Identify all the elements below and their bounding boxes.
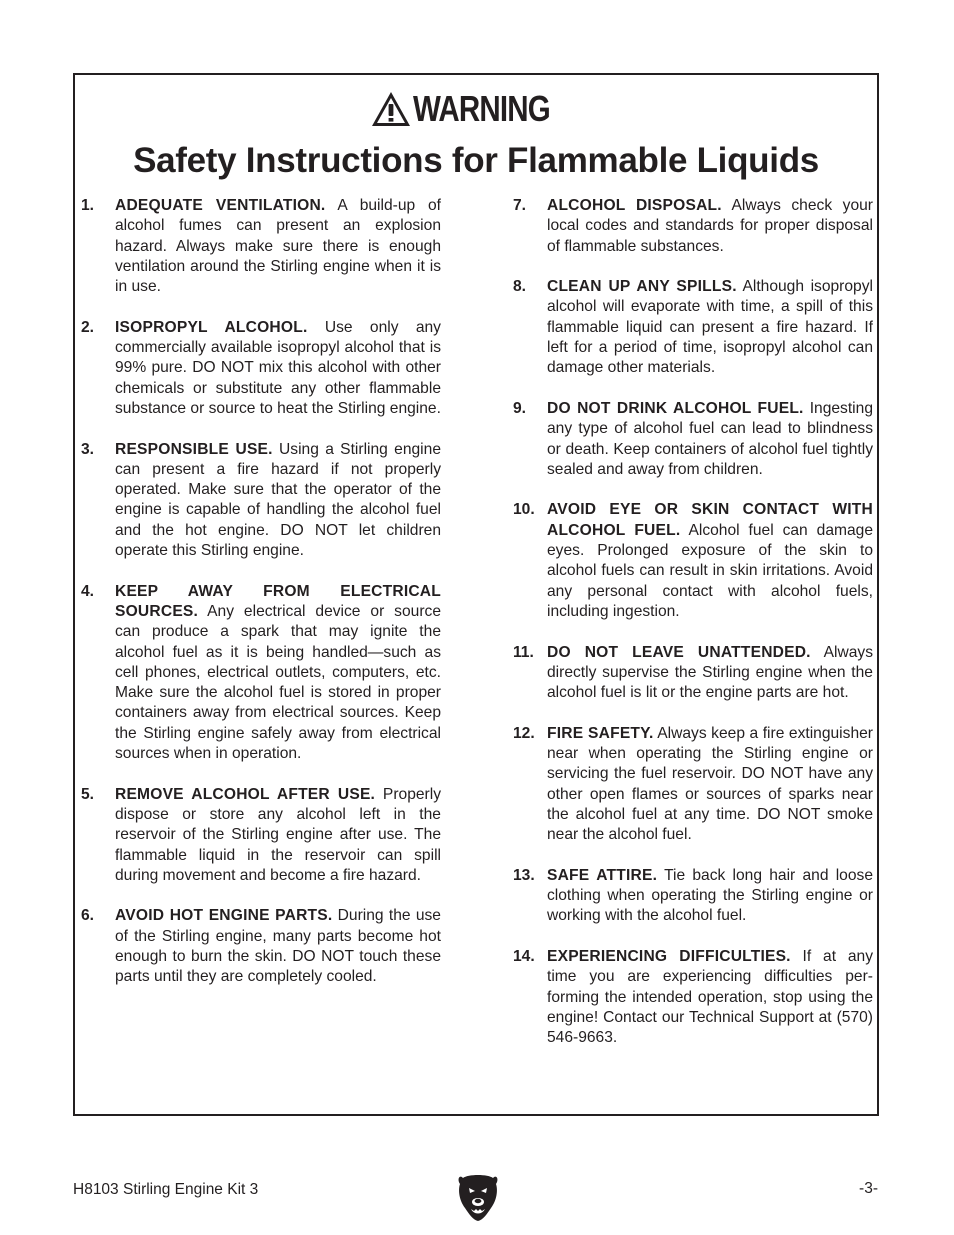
footer-product-name: H8103 Stirling Engine Kit 3 — [73, 1181, 259, 1198]
item-body — [115, 906, 441, 987]
item-body — [547, 196, 873, 257]
right-column — [513, 196, 873, 1069]
item-text: Always keep a fire extinguisher near when operating the Stirling engine or servicing the fuel reservoir. DO NOT have any other open flames or sources of sparks near the alcohol fuel at any time. DO NOT smoke near the alcohol fuel. — [547, 724, 873, 844]
item-text: Always directly supervise the Stirling engine when the alcohol fuel is lit or the engine parts are hot. — [547, 643, 873, 702]
warning-header — [75, 89, 877, 129]
warning-box — [73, 73, 879, 1116]
item-body — [115, 582, 441, 765]
item-heading: SAFE ATTIRE. — [547, 866, 658, 884]
item-number: 9. — [513, 399, 527, 417]
item-heading: DO NOT DRINK ALCOHOL FUEL. — [547, 399, 804, 417]
item-heading: ALCOHOL DISPOSAL. — [547, 197, 722, 214]
list-item — [81, 582, 441, 765]
list-item — [81, 785, 441, 886]
list-item — [513, 500, 873, 622]
item-text: If at any time you are experiencing difficulties performing the intended operation, stop using the engine! Contact our Technical Support at (570) 546-9663. — [547, 947, 873, 1047]
bear-logo-icon — [457, 1172, 499, 1222]
list-item — [513, 399, 873, 480]
item-body — [547, 866, 873, 927]
item-text: Use only any commercially available isopropyl alcohol that is 99% pure. DO NOT mix this alcohol with other chemicals or substitute any other flammable substance or source to heat the Stirling engine. — [115, 318, 441, 417]
item-body — [115, 196, 441, 297]
item-heading: REMOVE ALCOHOL AFTER USE. — [115, 785, 376, 803]
list-item — [81, 196, 441, 297]
item-heading: ADEQUATE VENTILATION. — [115, 197, 326, 214]
item-text: Although isopropyl alcohol will evaporate with time, a spill of this flammable liquid can present a fire hazard. If left for a period of time, isopropyl alcohol can damage other materials. — [547, 278, 873, 377]
item-text: Properly dispose or store any alcohol left in the reservoir of the Stirling engine after use. The flammable liquid in the reservoir can spill during movement and become a fire hazard. — [115, 785, 441, 884]
page-title: Safety Instructions for Flammable Liquids — [133, 141, 819, 180]
item-body — [115, 440, 441, 562]
item-number: 2. — [81, 318, 95, 336]
item-body — [547, 500, 873, 622]
item-number: 5. — [81, 785, 95, 803]
list-item — [81, 318, 441, 419]
item-heading: KEEP AWAY FROM ELECTRICAL SOURCES. — [115, 582, 441, 620]
item-body — [547, 947, 873, 1048]
warning-triangle-icon — [371, 91, 411, 127]
item-heading: FIRE SAFETY. — [547, 724, 654, 742]
item-text: Tie back long hair and loose clothing when operating the Stirling engine or working with the alcohol fuel. — [547, 866, 873, 925]
item-number: 12. — [513, 724, 535, 742]
item-heading: ISOPROPYL ALCOHOL. — [115, 318, 308, 336]
item-number: 4. — [81, 582, 95, 600]
list-item — [513, 866, 873, 927]
item-body — [547, 399, 873, 480]
warning-label: WARNING — [413, 88, 550, 129]
item-text: Alcohol fuel can damage eyes. Prolonged exposure of the skin to alcohol fuels can result in skin irritations. Avoid any personal contact with alcohol fuels, including ingestion. — [547, 521, 873, 620]
item-body — [547, 643, 873, 704]
item-heading: AVOID HOT ENGINE PARTS. — [115, 907, 333, 925]
item-heading: RESPONSIBLE USE. — [115, 440, 273, 458]
item-heading: DO NOT LEAVE UNATTENDED. — [547, 643, 811, 661]
list-item — [81, 440, 441, 562]
item-number: 11. — [513, 643, 534, 661]
item-text: A build-up of alcohol fumes can present an explosion hazard. Always make sure there is enough ventilation around the Stirling engine when it is in use. — [115, 197, 441, 296]
item-number: 1. — [81, 197, 95, 214]
list-item — [513, 277, 873, 378]
item-number: 14. — [513, 947, 535, 965]
list-item — [81, 906, 441, 987]
item-number: 8. — [513, 278, 527, 296]
list-item — [513, 947, 873, 1048]
left-column — [81, 196, 441, 1008]
item-text: Using a Stirling engine can present a fire hazard if not properly operated. Make sure that the operator of the engine is capable of handling the alcohol fuel and the hot engine. DO NOT let children operate this Stirling engine. — [115, 440, 441, 560]
item-heading: CLEAN UP ANY SPILLS. — [547, 278, 737, 296]
item-heading: EXPERIENCING DIFFICULTIES. — [547, 947, 791, 965]
item-number: 7. — [513, 197, 527, 214]
item-body — [547, 724, 873, 846]
list-item — [513, 196, 873, 257]
item-number: 10. — [513, 501, 535, 519]
item-body — [115, 785, 441, 886]
item-body — [547, 277, 873, 378]
item-number: 6. — [81, 907, 95, 925]
item-text: During the use of the Stirling engine, many parts become hot enough to burn the skin. DO NOT touch these parts until they are completely cooled. — [115, 907, 441, 986]
item-text: Any electrical device or source can produce a spark that may ignite the alcohol fuel as it is being handled—such as cell phones, electrical outlets, computers, etc. Make sure the alcohol fuel is stored in proper containers away from electrical sources. Keep the Stirling engine safely away from electrical sources when in operation. — [115, 602, 441, 763]
list-item — [513, 724, 873, 846]
page-number: -3- — [859, 1180, 878, 1197]
list-item — [513, 643, 873, 704]
item-text: Always check your local codes and standards for proper disposal of flammable substances. — [547, 197, 873, 255]
item-body — [115, 318, 441, 419]
item-number: 13. — [513, 866, 535, 884]
item-number: 3. — [81, 440, 95, 458]
item-text: Ingesting any type of alcohol fuel can lead to blindness or death. Keep containers of alcohol fuel tightly sealed and away from children. — [547, 399, 873, 478]
item-heading: AVOID EYE OR SKIN CONTACT WITH ALCOHOL FUEL. — [547, 501, 873, 539]
